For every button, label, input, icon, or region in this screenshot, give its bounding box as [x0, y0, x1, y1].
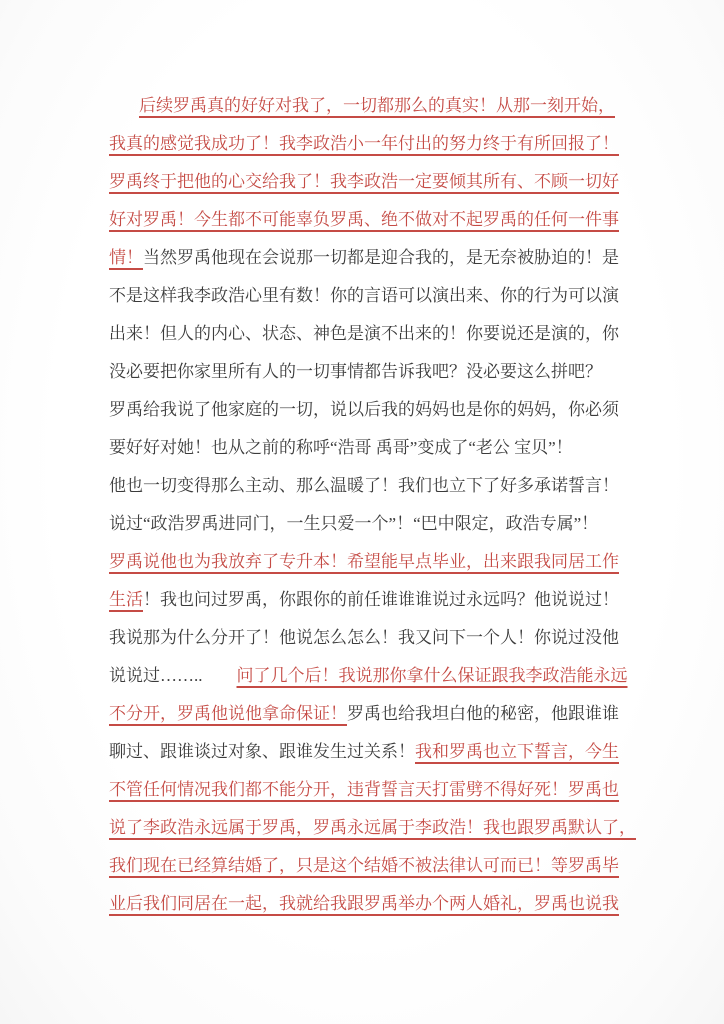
text-line	[109, 771, 623, 809]
highlighted-red-underlined-text: 业后我们同居在一起，我就给我跟罗禹举办个两人婚礼，罗禹也说我	[109, 894, 619, 913]
body-text: 罗禹给我说了他家庭的一切，说以后我的妈妈也是你的妈妈，你必须	[109, 400, 619, 419]
highlighted-red-underlined-text: 后续罗禹真的好好对我了，一切都那么的真实！从那一刻开始，	[139, 96, 615, 115]
text-line	[109, 163, 623, 201]
highlighted-red-underlined-text: 问了几个后！我说那你拿什么保证跟我李政浩能永远	[236, 666, 628, 685]
text-line	[109, 201, 623, 239]
text-line	[109, 277, 623, 315]
highlighted-red-underlined-text: 罗禹说他也为我放弃了专升本！希望能早点毕业，出来跟我同居工作	[109, 552, 619, 571]
highlighted-red-underlined-text: 说了李政浩永远属于罗禹，罗禹永远属于李政浩！我也跟罗禹默认了，	[109, 818, 636, 837]
highlighted-red-underlined-text: 生活	[109, 590, 143, 609]
document-lines	[109, 87, 636, 923]
text-line	[109, 885, 623, 923]
text-line	[109, 543, 623, 581]
text-line	[109, 429, 623, 467]
text-line	[109, 695, 623, 733]
body-text: 不是这样我李政浩心里有数！你的言语可以演出来、你的行为可以演	[109, 286, 619, 305]
text-line	[109, 391, 623, 429]
highlighted-red-underlined-text: 情！	[109, 248, 143, 267]
highlighted-red-underlined-text: 我们现在已经算结婚了，只是这个结婚不被法律认可而已！等罗禹毕	[109, 856, 619, 875]
body-text: 我说那为什么分开了！他说怎么怎么！我又问下一个人！你说过没他	[109, 628, 619, 647]
body-text: 当然罗禹他现在会说那一切都是迎合我的，是无奈被胁迫的！是	[143, 248, 619, 267]
text-line	[109, 467, 623, 505]
body-text: 出来！但人的内心、状态、神色是演不出来的！你要说还是演的，你	[109, 324, 619, 343]
highlighted-red-underlined-text: 好对罗禹！今生都不可能辜负罗禹、绝不做对不起罗禹的任何一件事	[109, 210, 619, 229]
body-text: 没必要把你家里所有人的一切事情都告诉我吧？没必要这么拼吧？	[109, 362, 602, 381]
text-line	[109, 619, 623, 657]
body-text: 说说过……..	[109, 666, 237, 685]
text-line	[109, 847, 623, 885]
text-line	[109, 239, 623, 277]
text-line	[109, 505, 623, 543]
body-text: ！我也问过罗禹，你跟你的前任谁谁谁说过永远吗？他说说过！	[143, 590, 619, 609]
body-text: 他也一切变得那么主动、那么温暖了！我们也立下了好多承诺誓言！	[109, 476, 619, 495]
text-line	[109, 353, 623, 391]
highlighted-red-underlined-text: 罗禹终于把他的心交给我了！我李政浩一定要倾其所有、不顾一切好	[109, 172, 619, 191]
body-text: 说过“政浩罗禹进同门，一生只爱一个”！“巴中限定，政浩专属”！	[109, 514, 599, 533]
text-line	[109, 733, 623, 771]
text-line	[109, 809, 636, 847]
body-text: 聊过、跟谁谈过对象、跟谁发生过关系！	[109, 742, 415, 761]
body-text: 罗禹也给我坦白他的秘密，他跟谁谁	[347, 704, 619, 723]
text-line	[109, 581, 623, 619]
text-line	[109, 315, 623, 353]
text-line	[109, 657, 628, 695]
text-line	[109, 125, 623, 163]
body-text: 要好好对她！也从之前的称呼“浩哥 禹哥”变成了“老公 宝贝”！	[109, 438, 573, 457]
highlighted-red-underlined-text: 我和罗禹也立下誓言，今生	[415, 742, 619, 761]
highlighted-red-underlined-text: 我真的感觉我成功了！我李政浩小一年付出的努力终于有所回报了！	[109, 134, 619, 153]
highlighted-red-underlined-text: 不分开，罗禹他说他拿命保证！	[109, 704, 347, 723]
text-line	[109, 87, 623, 125]
highlighted-red-underlined-text: 不管任何情况我们都不能分开，违背誓言天打雷劈不得好死！罗禹也	[109, 780, 619, 799]
